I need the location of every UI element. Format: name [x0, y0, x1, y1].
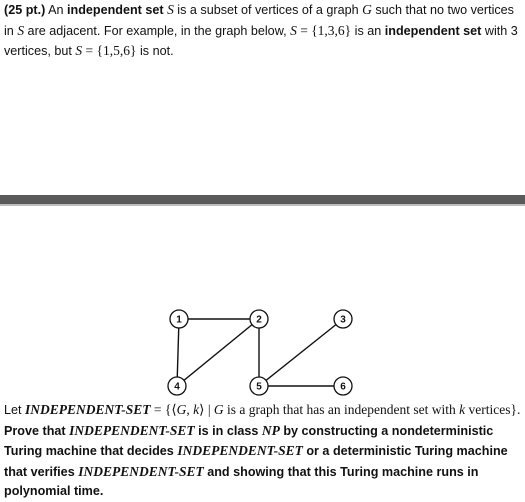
math-def: ⟩ | [199, 402, 214, 417]
graph-vertex-5 [250, 377, 268, 395]
math-def: = {⟨ [150, 402, 177, 417]
section-divider-shadow [0, 204, 525, 206]
math-G: G [176, 402, 187, 417]
math-k: k [459, 402, 466, 417]
intro-text: An [45, 3, 67, 17]
graph-vertex-6 [334, 377, 352, 395]
vertex-label: 5 [256, 381, 262, 393]
intro-text: are adjacent. For example, in the graph below, [24, 23, 291, 38]
vertex-label: 3 [340, 314, 346, 326]
intro-text: is not. [136, 44, 174, 58]
math-def: vertices}. [465, 402, 521, 417]
vertex-label: 2 [256, 314, 262, 326]
graph-vertex-4 [168, 377, 186, 395]
graph-edge-2-4 [177, 319, 259, 386]
graph-edge-3-5 [259, 319, 343, 386]
task-text: by constructing a nondeterministic Turing machine that decides [4, 423, 494, 458]
example-graph [0, 290, 525, 400]
graph-vertex-2 [250, 310, 268, 328]
math-S: S [290, 22, 297, 38]
task-text: Prove that [4, 423, 70, 438]
task-text: Let [4, 403, 26, 417]
math-def: is a graph that has an independent set with [223, 402, 460, 417]
term-independent-set: independent set [384, 23, 482, 38]
math-set-counterexample: = {1,5,6} [82, 43, 137, 58]
task-instructions [4, 424, 508, 499]
vertex-label: 6 [340, 381, 346, 393]
intro-text: such that no two vertices in [4, 3, 514, 38]
task-text: or a deterministic Turing machine that verifies [4, 444, 508, 479]
class-np: NP [261, 422, 280, 438]
language-name: INDEPENDENT-SET [25, 402, 151, 417]
math-S: S [167, 2, 174, 17]
math-k: k [193, 402, 200, 417]
problem-task [4, 400, 522, 502]
vertex-label: 4 [174, 381, 180, 393]
language-name: INDEPENDENT-SET [78, 463, 204, 479]
task-text: and showing that this Turing machine runs in polynomial time. [4, 464, 479, 498]
intro-text: with 3 vertices, but [4, 23, 518, 58]
term-independent-set: independent set [67, 3, 164, 17]
math-G: G [213, 402, 224, 417]
language-name: INDEPENDENT-SET [69, 422, 195, 438]
math-set-example: = {1,3,6} [296, 22, 352, 38]
math-G: G [362, 2, 372, 17]
points-label: (25 pt.) [4, 3, 46, 17]
language-name: INDEPENDENT-SET [177, 443, 303, 458]
math-comma: , [186, 402, 194, 417]
task-text: is in class [194, 423, 262, 438]
problem-intro [4, 0, 522, 62]
graph-vertex-1 [170, 310, 188, 328]
intro-text: is a subset of vertices of a graph [173, 3, 363, 17]
math-S: S [17, 22, 25, 38]
intro-text: is an [351, 23, 385, 38]
vertex-label: 1 [176, 314, 182, 326]
math-S: S [75, 43, 83, 58]
section-divider [0, 195, 525, 204]
graph-vertex-3 [334, 310, 352, 328]
graph-edge-1-4 [177, 319, 179, 386]
